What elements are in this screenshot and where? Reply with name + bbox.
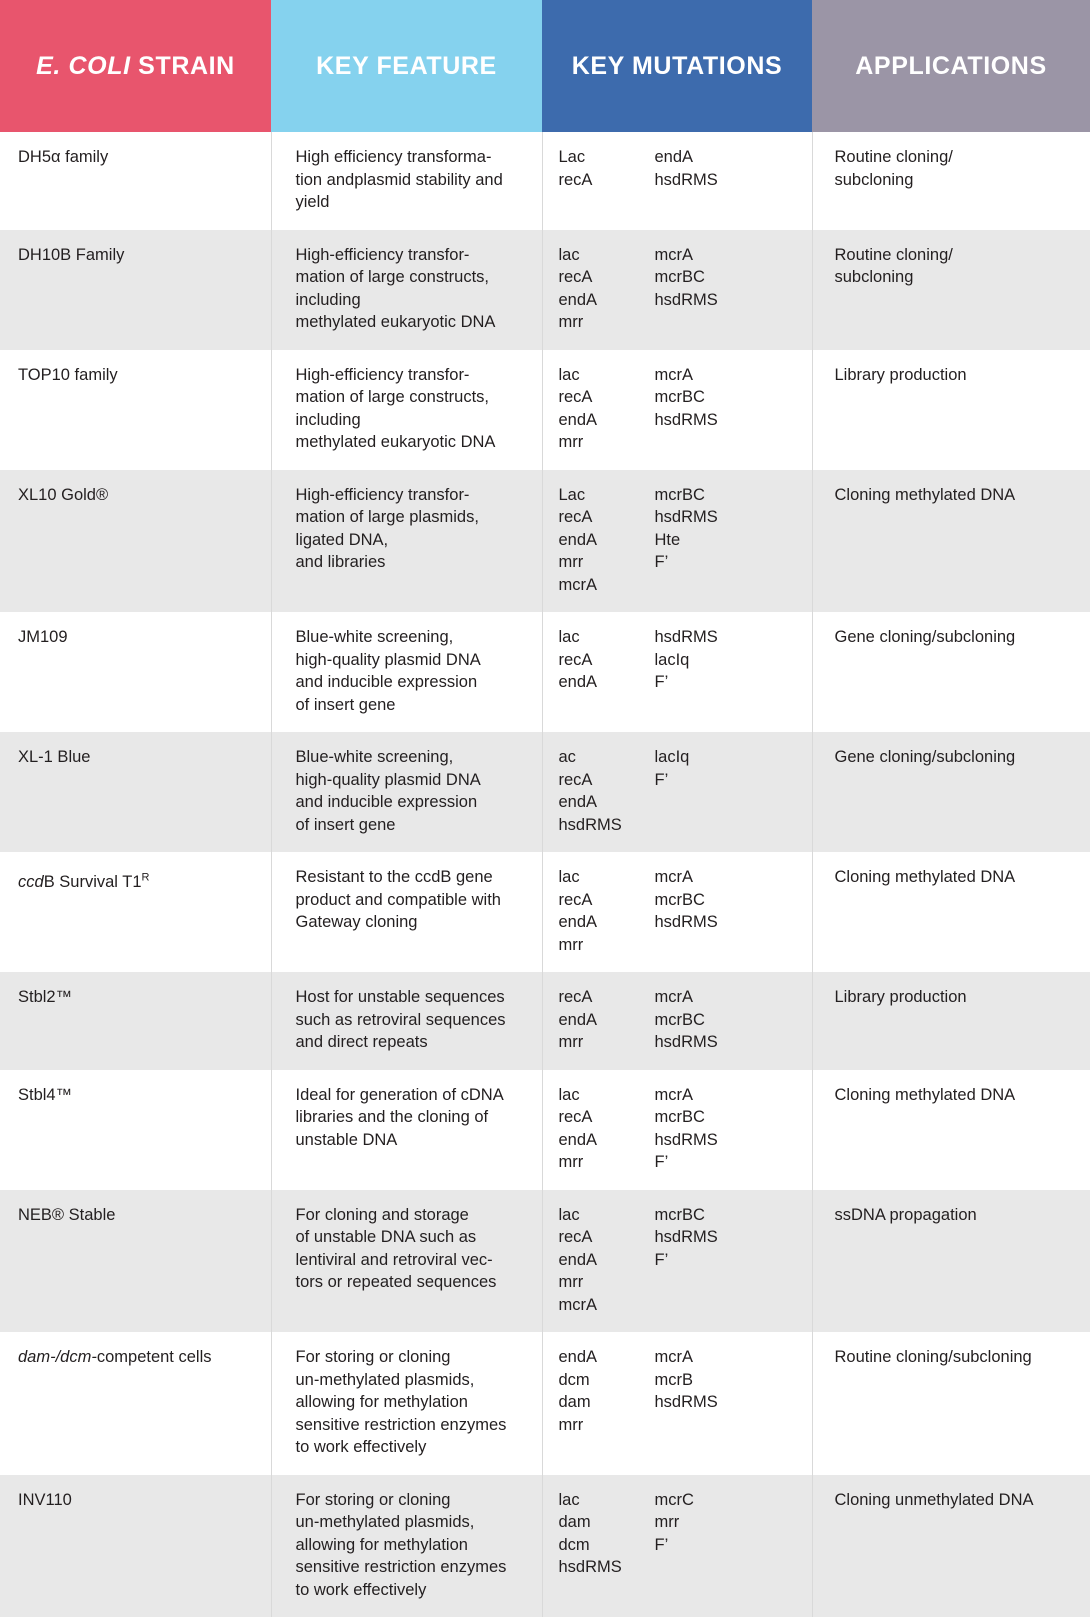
mutation-item: mcrBC [655, 1009, 796, 1032]
strain-name: XL10 Gold® [18, 486, 108, 504]
mutation-item: hsdRMS [655, 1031, 796, 1054]
column-header-strain-italic: E. COLI [36, 52, 130, 80]
mutation-item: hsdRMS [655, 1226, 796, 1249]
feature-line: and inducible expression [296, 791, 526, 814]
cell-strain [0, 732, 271, 852]
column-header-applications: APPLICATIONS [812, 0, 1090, 132]
mutation-item: recA [559, 266, 655, 289]
mutation-item: recA [559, 1226, 655, 1249]
mutation-item: lac [559, 1204, 655, 1227]
mutation-item: hsdRMS [655, 1129, 796, 1152]
cell-applications [812, 1475, 1090, 1617]
mutation-item: lac [559, 364, 655, 387]
cell-key-mutations [542, 972, 812, 1070]
feature-line: un-methylated plasmids, [296, 1511, 526, 1534]
strain-name: DH10B Family [18, 246, 124, 264]
feature-line: Blue-white screening, [296, 746, 526, 769]
feature-line: Host for unstable sequences [296, 986, 526, 1009]
mutation-item: mrr [559, 1414, 655, 1437]
feature-line: including [296, 289, 526, 312]
table-row [0, 732, 1090, 852]
mutation-item: dam [559, 1391, 655, 1414]
feature-line: Ideal for generation of cDNA [296, 1084, 526, 1107]
table-row [0, 612, 1090, 732]
cell-key-mutations [542, 470, 812, 613]
cell-applications [812, 972, 1090, 1070]
feature-line: high-quality plasmid DNA [296, 649, 526, 672]
feature-line: mation of large plasmids, [296, 506, 526, 529]
feature-line: methylated eukaryotic DNA [296, 431, 526, 454]
application-line: Routine cloning/subcloning [835, 1346, 1075, 1369]
table-body [0, 132, 1090, 1617]
mutations-grid [559, 1204, 796, 1317]
feature-line: For storing or cloning [296, 1489, 526, 1512]
mutation-item: mcrBC [655, 484, 796, 507]
strain-name [18, 873, 149, 891]
cell-strain [0, 1332, 271, 1475]
mutation-item: mcrC [655, 1489, 796, 1512]
cell-applications [812, 1190, 1090, 1333]
cell-applications [812, 1070, 1090, 1190]
strain-name-superscript: R [142, 871, 150, 883]
mutation-item: recA [559, 506, 655, 529]
mutation-item: mcrA [655, 244, 796, 267]
application-line: Gene cloning/subcloning [835, 746, 1075, 769]
mutations-grid [559, 146, 796, 191]
cell-key-mutations [542, 132, 812, 230]
feature-line: high-quality plasmid DNA [296, 769, 526, 792]
mutation-item: dam [559, 1511, 655, 1534]
feature-line: For storing or cloning [296, 1346, 526, 1369]
feature-line: methylated eukaryotic DNA [296, 311, 526, 334]
mutation-item: mrr [655, 1511, 796, 1534]
mutations-grid [559, 1084, 796, 1174]
cell-key-feature [271, 972, 542, 1070]
mutation-item: F’ [655, 1534, 796, 1557]
feature-line: to work effectively [296, 1436, 526, 1459]
cell-key-feature [271, 1332, 542, 1475]
application-line: Cloning methylated DNA [835, 484, 1075, 507]
feature-line: allowing for methylation [296, 1391, 526, 1414]
mutation-item: hsdRMS [655, 1391, 796, 1414]
feature-line: allowing for methylation [296, 1534, 526, 1557]
mutation-item: endA [559, 1346, 655, 1369]
strain-name: INV110 [18, 1491, 72, 1509]
mutation-item: hsdRMS [655, 409, 796, 432]
mutation-item: mcrB [655, 1369, 796, 1392]
mutations-column-left [559, 986, 655, 1054]
cell-key-mutations [542, 1190, 812, 1333]
mutation-item: hsdRMS [655, 169, 796, 192]
mutations-column-right [655, 866, 796, 956]
mutation-item: mrr [559, 1031, 655, 1054]
strain-name: JM109 [18, 628, 68, 646]
mutation-item: recA [559, 649, 655, 672]
strain-name: NEB® Stable [18, 1206, 115, 1224]
cell-key-mutations [542, 732, 812, 852]
table-row [0, 852, 1090, 972]
mutation-item: mcrA [655, 364, 796, 387]
column-header-strain-rest: STRAIN [131, 52, 235, 80]
cell-strain [0, 1475, 271, 1617]
feature-line: mation of large constructs, [296, 386, 526, 409]
strain-name: DH5α family [18, 148, 108, 166]
feature-line: Gateway cloning [296, 911, 526, 934]
cell-strain [0, 230, 271, 350]
mutations-column-left [559, 146, 655, 191]
cell-applications [812, 132, 1090, 230]
table-row [0, 230, 1090, 350]
mutations-grid [559, 626, 796, 694]
feature-line: lentiviral and retroviral vec- [296, 1249, 526, 1272]
cell-strain [0, 612, 271, 732]
mutation-item: mrr [559, 934, 655, 957]
mutation-item: endA [559, 911, 655, 934]
feature-line: sensitive restriction enzymes [296, 1414, 526, 1437]
mutations-column-right [655, 146, 796, 191]
mutations-column-right [655, 484, 796, 597]
mutation-item: lac [559, 1084, 655, 1107]
strain-name: XL-1 Blue [18, 748, 90, 766]
cell-strain [0, 1190, 271, 1333]
cell-applications [812, 470, 1090, 613]
mutations-column-left [559, 1204, 655, 1317]
cell-key-feature [271, 732, 542, 852]
mutation-item: lacIq [655, 649, 796, 672]
mutation-item: mrr [559, 551, 655, 574]
application-line: Library production [835, 986, 1075, 1009]
mutation-item: lac [559, 626, 655, 649]
feature-line: libraries and the cloning of [296, 1106, 526, 1129]
cell-key-mutations [542, 1070, 812, 1190]
application-line: Cloning unmethylated DNA [835, 1489, 1075, 1512]
application-line: subcloning [835, 266, 1075, 289]
feature-line: sensitive restriction enzymes [296, 1556, 526, 1579]
cell-key-feature [271, 1070, 542, 1190]
table-row [0, 1070, 1090, 1190]
mutation-item: F’ [655, 769, 796, 792]
cell-key-mutations [542, 230, 812, 350]
mutation-item: mrr [559, 431, 655, 454]
mutation-item: endA [559, 671, 655, 694]
feature-line: and libraries [296, 551, 526, 574]
application-line: Cloning methylated DNA [835, 866, 1075, 889]
cell-key-feature [271, 230, 542, 350]
mutation-item: endA [559, 1009, 655, 1032]
mutation-item: endA [559, 289, 655, 312]
cell-applications [812, 852, 1090, 972]
mutations-column-right [655, 1084, 796, 1174]
mutation-item: mcrA [559, 574, 655, 597]
strain-name: Stbl4™ [18, 1086, 72, 1104]
cell-applications [812, 230, 1090, 350]
strain-name-italic: ccd [18, 873, 44, 891]
table-row [0, 132, 1090, 230]
feature-line: High-efficiency transfor- [296, 484, 526, 507]
mutations-column-left [559, 1084, 655, 1174]
mutation-item: endA [559, 529, 655, 552]
mutations-column-right [655, 626, 796, 694]
cell-strain [0, 972, 271, 1070]
mutations-column-left [559, 484, 655, 597]
mutation-item: recA [559, 386, 655, 409]
mutation-item: ac [559, 746, 655, 769]
cell-key-feature [271, 852, 542, 972]
feature-line: yield [296, 191, 526, 214]
feature-line: Blue-white screening, [296, 626, 526, 649]
mutations-column-right [655, 986, 796, 1054]
column-header-strain [0, 0, 271, 132]
mutations-column-left [559, 364, 655, 454]
mutation-item: recA [559, 889, 655, 912]
cell-strain [0, 132, 271, 230]
mutation-item: endA [559, 1249, 655, 1272]
cell-strain [0, 350, 271, 470]
mutations-column-left [559, 1346, 655, 1436]
mutation-item: mcrA [655, 986, 796, 1009]
mutation-item: hsdRMS [655, 506, 796, 529]
feature-line: product and compatible with [296, 889, 526, 912]
cell-key-feature [271, 1475, 542, 1617]
strain-name-rest: competent cells [97, 1348, 212, 1366]
mutation-item: mrr [559, 311, 655, 334]
mutation-item: F’ [655, 1151, 796, 1174]
mutation-item: Lac [559, 484, 655, 507]
mutation-item: mrr [559, 1271, 655, 1294]
mutation-item: hsdRMS [559, 814, 655, 837]
application-line: Routine cloning/ [835, 146, 1075, 169]
mutation-item: mcrA [655, 1346, 796, 1369]
feature-line: High-efficiency transfor- [296, 364, 526, 387]
application-line: subcloning [835, 169, 1075, 192]
application-line: Routine cloning/ [835, 244, 1075, 267]
mutations-column-right [655, 364, 796, 454]
mutations-column-right [655, 244, 796, 334]
mutation-item: lac [559, 866, 655, 889]
table-row [0, 350, 1090, 470]
mutation-item: mcrBC [655, 386, 796, 409]
mutation-item: mcrBC [655, 1204, 796, 1227]
mutation-item: F’ [655, 1249, 796, 1272]
cell-key-feature [271, 350, 542, 470]
mutation-item: Hte [655, 529, 796, 552]
application-line: Gene cloning/subcloning [835, 626, 1075, 649]
mutation-item: endA [559, 1129, 655, 1152]
feature-line: tion andplasmid stability and [296, 169, 526, 192]
cell-key-feature [271, 612, 542, 732]
mutation-item: lacIq [655, 746, 796, 769]
feature-line: and inducible expression [296, 671, 526, 694]
strain-name [18, 1348, 211, 1366]
table-row [0, 1190, 1090, 1333]
table-row [0, 1332, 1090, 1475]
mutation-item: F’ [655, 551, 796, 574]
feature-line: For cloning and storage [296, 1204, 526, 1227]
mutations-column-right [655, 1346, 796, 1436]
application-line: ssDNA propagation [835, 1204, 1075, 1227]
mutation-item: lac [559, 1489, 655, 1512]
cell-applications [812, 350, 1090, 470]
mutation-item: hsdRMS [655, 626, 796, 649]
mutation-item: hsdRMS [655, 911, 796, 934]
mutation-item: mcrBC [655, 1106, 796, 1129]
table-row [0, 972, 1090, 1070]
table-header-row [0, 0, 1090, 132]
feature-line: un-methylated plasmids, [296, 1369, 526, 1392]
feature-line: High efficiency transforma- [296, 146, 526, 169]
feature-line: of insert gene [296, 694, 526, 717]
table-header [0, 0, 1090, 132]
mutations-column-right [655, 746, 796, 836]
mutation-item: Lac [559, 146, 655, 169]
feature-line: to work effectively [296, 1579, 526, 1602]
mutations-column-left [559, 866, 655, 956]
strain-name-italic: dam-/dcm- [18, 1348, 97, 1366]
mutations-grid [559, 866, 796, 956]
mutations-grid [559, 364, 796, 454]
mutations-column-right [655, 1204, 796, 1317]
feature-line: unstable DNA [296, 1129, 526, 1152]
cell-key-mutations [542, 350, 812, 470]
column-header-key-mutations: KEY MUTATIONS [542, 0, 812, 132]
strain-name: Stbl2™ [18, 988, 72, 1006]
mutation-item: mcrBC [655, 266, 796, 289]
mutation-item: hsdRMS [655, 289, 796, 312]
feature-line: High-efficiency transfor- [296, 244, 526, 267]
cell-applications [812, 1332, 1090, 1475]
feature-line: ligated DNA, [296, 529, 526, 552]
feature-line: Resistant to the ccdB gene [296, 866, 526, 889]
cell-key-feature [271, 132, 542, 230]
mutation-item: mcrA [655, 1084, 796, 1107]
column-header-key-feature: KEY FEATURE [271, 0, 542, 132]
table-row [0, 470, 1090, 613]
mutation-item: mcrA [559, 1294, 655, 1317]
mutations-grid [559, 746, 796, 836]
mutation-item: recA [559, 169, 655, 192]
mutations-column-left [559, 746, 655, 836]
cell-key-feature [271, 1190, 542, 1333]
mutation-item: mcrA [655, 866, 796, 889]
mutation-item: recA [559, 1106, 655, 1129]
mutation-item: F’ [655, 671, 796, 694]
mutation-item: recA [559, 769, 655, 792]
feature-line: tors or repeated sequences [296, 1271, 526, 1294]
mutation-item: endA [655, 146, 796, 169]
feature-line: of insert gene [296, 814, 526, 837]
feature-line: such as retroviral sequences [296, 1009, 526, 1032]
feature-line: of unstable DNA such as [296, 1226, 526, 1249]
application-line: Library production [835, 364, 1075, 387]
feature-line: including [296, 409, 526, 432]
mutations-grid [559, 244, 796, 334]
application-line: Cloning methylated DNA [835, 1084, 1075, 1107]
strain-name: TOP10 family [18, 366, 118, 384]
cell-strain [0, 1070, 271, 1190]
cell-strain [0, 470, 271, 613]
mutations-grid [559, 1489, 796, 1579]
cell-key-mutations [542, 852, 812, 972]
mutations-column-left [559, 1489, 655, 1579]
mutation-item: mcrBC [655, 889, 796, 912]
mutation-item: endA [559, 791, 655, 814]
mutation-item: endA [559, 409, 655, 432]
mutation-item: mrr [559, 1151, 655, 1174]
cell-key-feature [271, 470, 542, 613]
mutations-grid [559, 484, 796, 597]
feature-line: and direct repeats [296, 1031, 526, 1054]
cell-key-mutations [542, 612, 812, 732]
mutation-item: hsdRMS [559, 1556, 655, 1579]
mutations-column-left [559, 626, 655, 694]
mutations-column-left [559, 244, 655, 334]
cell-applications [812, 612, 1090, 732]
table-row [0, 1475, 1090, 1617]
cell-applications [812, 732, 1090, 852]
mutations-column-right [655, 1489, 796, 1579]
cell-key-mutations [542, 1475, 812, 1617]
cell-key-mutations [542, 1332, 812, 1475]
mutation-item: dcm [559, 1534, 655, 1557]
mutation-item: recA [559, 986, 655, 1009]
mutation-item: lac [559, 244, 655, 267]
feature-line: mation of large constructs, [296, 266, 526, 289]
strain-name-rest: B Survival T1 [44, 873, 142, 891]
mutations-grid [559, 986, 796, 1054]
mutations-grid [559, 1346, 796, 1436]
cell-strain [0, 852, 271, 972]
mutation-item: dcm [559, 1369, 655, 1392]
